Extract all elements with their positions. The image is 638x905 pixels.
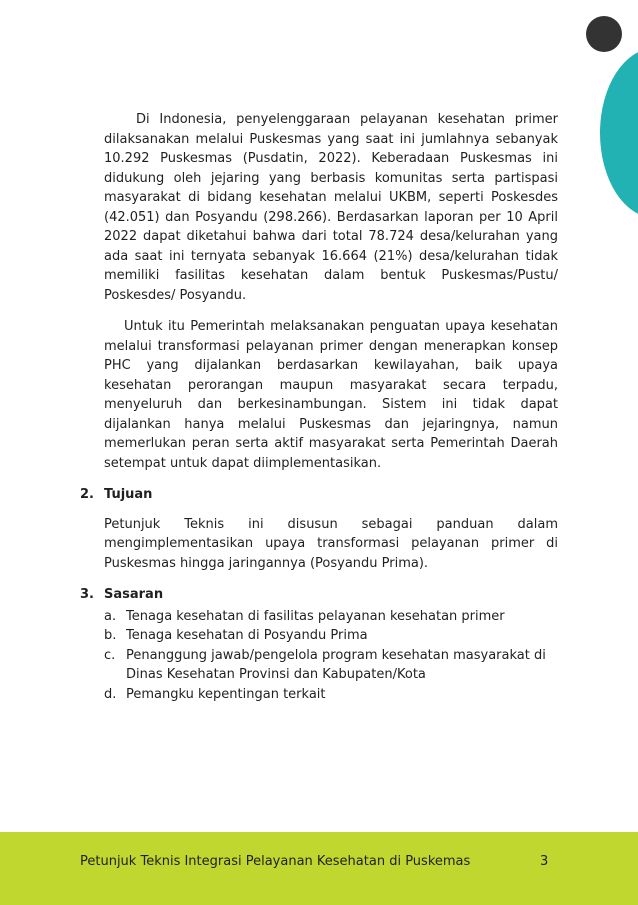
page-footer bbox=[0, 832, 638, 905]
intro-paragraph bbox=[80, 110, 558, 305]
intro-paragraph-text: Di Indonesia, penyelenggaraan pelayanan kesehatan primer dilaksanakan melalui Puskesmas yang saat ini jumlahnya sebanyak 10.292 Puskesmas (Pusdatin, 2022). Keberadaan Puskesmas ini didukung oleh jejaring yang berbasis komunitas serta partispasi masyarakat di bidang kesehatan melalui UKBM, seperti Poskesdes (42.051) dan Posyandu (298.266). Berdasarkan laporan per 10 April 2022 dapat diketahui bahwa dari total 78.724 desa/kelurahan yang ada saat ini ternyata sebanyak 16.664 (21%) desa/kelurahan tidak memiliki fasilitas kesehatan dalam bentuk Puskesmas/Pustu/ Poskesdes/ Posyandu. bbox=[104, 112, 558, 303]
list-item-letter: c. bbox=[104, 647, 116, 663]
section-number: 3. bbox=[80, 587, 94, 602]
list-item-letter: d. bbox=[104, 686, 117, 702]
section-heading-sasaran bbox=[80, 585, 558, 605]
page-content bbox=[80, 110, 558, 704]
section-title: Tujuan bbox=[104, 487, 153, 502]
list-item-text: Tenaga kesehatan di Posyandu Prima bbox=[126, 628, 368, 643]
section-heading-tujuan bbox=[80, 485, 558, 505]
footer-title: Petunjuk Teknis Integrasi Pelayanan Kesehatan di Puskemas bbox=[80, 854, 471, 869]
decorative-dot bbox=[586, 16, 622, 52]
list-item-letter: b. bbox=[104, 628, 117, 643]
tujuan-paragraph: Petunjuk Teknis ini disusun sebagai panduan dalam mengimplementasikan upaya transformasi pelayanan primer di Puskesmas hingga jaringannya (Posyandu Prima). bbox=[104, 516, 558, 571]
section-number: 2. bbox=[80, 487, 94, 502]
list-item bbox=[80, 646, 558, 685]
section-title: Sasaran bbox=[104, 587, 164, 602]
list-item-letter: a. bbox=[104, 608, 117, 624]
sasaran-list bbox=[80, 607, 558, 705]
list-item-text: Tenaga kesehatan di fasilitas pelayanan kesehatan primer bbox=[126, 608, 505, 624]
list-item bbox=[80, 685, 558, 705]
decorative-teal-arc bbox=[600, 48, 638, 218]
page-number: 3 bbox=[540, 854, 549, 869]
list-item bbox=[80, 626, 558, 646]
list-item-text: Penanggung jawab/pengelola program kesehatan masyarakat di Dinas Kesehatan Provinsi dan Kabupaten/Kota bbox=[126, 647, 546, 682]
list-item-text: Pemangku kepentingan terkait bbox=[126, 686, 326, 702]
transformation-paragraph bbox=[80, 317, 558, 473]
transformation-paragraph-text: Untuk itu Pemerintah melaksanakan penguatan upaya kesehatan melalui transformasi pelayanan primer dengan menerapkan konsep PHC yang dijalankan berdasarkan kewilayahan, baik upaya kesehatan perorangan maupun masyarakat secara terpadu, menyeluruh dan berkesinambungan. Sistem ini tidak dapat dijalankan hanya melalui Puskesmas dan jejaringnya, namun memerlukan peran serta aktif masyarakat serta Pemerintah Daerah setempat untuk dapat diimplementasikan. bbox=[104, 319, 558, 471]
list-item bbox=[80, 607, 558, 627]
